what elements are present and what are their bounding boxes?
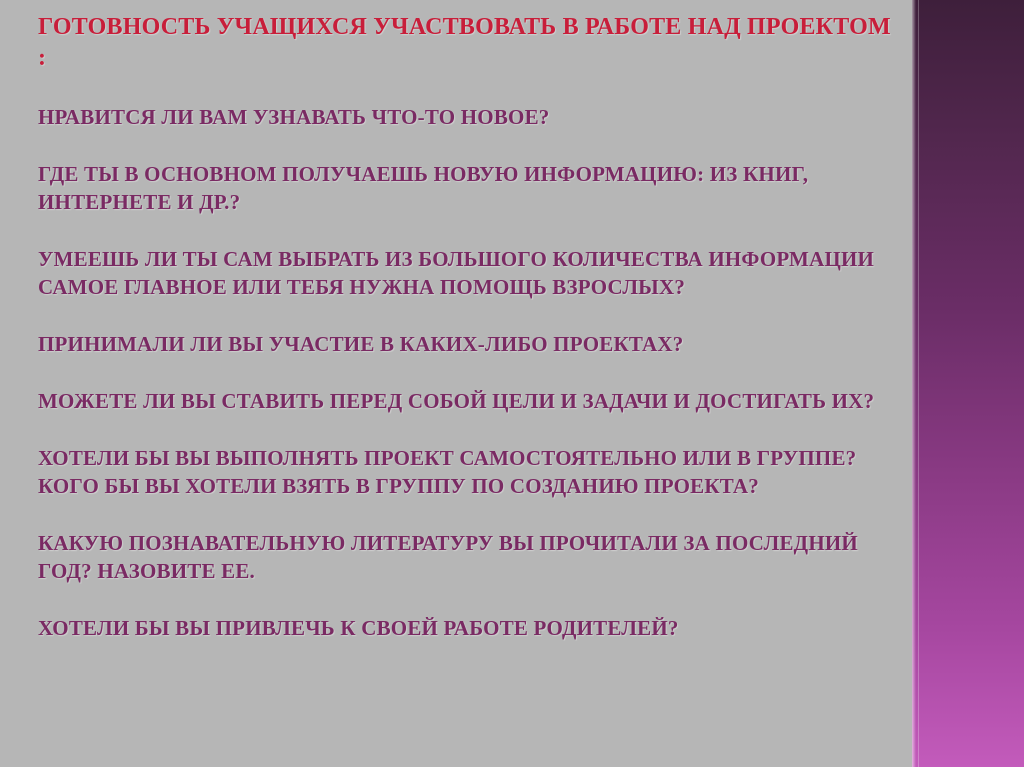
side-band-line — [918, 0, 919, 767]
decorative-side-band — [912, 0, 1024, 767]
question-item: ПРИНИМАЛИ ЛИ ВЫ УЧАСТИЕ В КАКИХ-ЛИБО ПРОЕКТАХ? — [38, 332, 684, 356]
question-item: КАКУЮ ПОЗНАВАТЕЛЬНУЮ ЛИТЕРАТУРУ ВЫ ПРОЧИТАЛИ ЗА ПОСЛЕДНИЙ ГОД? НАЗОВИТЕ ЕЕ. — [38, 531, 858, 583]
side-band-highlight — [912, 0, 916, 767]
question-item: ХОТЕЛИ БЫ ВЫ ВЫПОЛНЯТЬ ПРОЕКТ САМОСТОЯТЕЛЬНО ИЛИ В ГРУППЕ? КОГО БЫ ВЫ ХОТЕЛИ ВЗЯТЬ В ГРУППУ ПО СОЗДАНИЮ ПРОЕКТА? — [38, 446, 857, 498]
question-item: ГДЕ ТЫ В ОСНОВНОМ ПОЛУЧАЕШЬ НОВУЮ ИНФОРМАЦИЮ: ИЗ КНИГ, ИНТЕРНЕТЕ И ДР.? — [38, 162, 809, 214]
question-item: ХОТЕЛИ БЫ ВЫ ПРИВЛЕЧЬ К СВОЕЙ РАБОТЕ РОДИТЕЛЕЙ? — [38, 616, 679, 640]
question-item: МОЖЕТЕ ЛИ ВЫ СТАВИТЬ ПЕРЕД СОБОЙ ЦЕЛИ И ЗАДАЧИ И ДОСТИГАТЬ ИХ? — [38, 389, 875, 413]
question-item: НРАВИТСЯ ЛИ ВАМ УЗНАВАТЬ ЧТО-ТО НОВОЕ? — [38, 105, 550, 129]
slide-text-block — [38, 12, 898, 671]
question-item: УМЕЕШЬ ЛИ ТЫ САМ ВЫБРАТЬ ИЗ БОЛЬШОГО КОЛИЧЕСТВА ИНФОРМАЦИИ САМОЕ ГЛАВНОЕ ИЛИ ТЕБЯ НУЖНА ПОМОЩЬ ВЗРОСЛЫХ? — [38, 247, 875, 299]
slide-title: ГОТОВНОСТЬ УЧАЩИХСЯ УЧАСТВОВАТЬ В РАБОТЕ НАД ПРОЕКТОМ : — [38, 14, 891, 71]
